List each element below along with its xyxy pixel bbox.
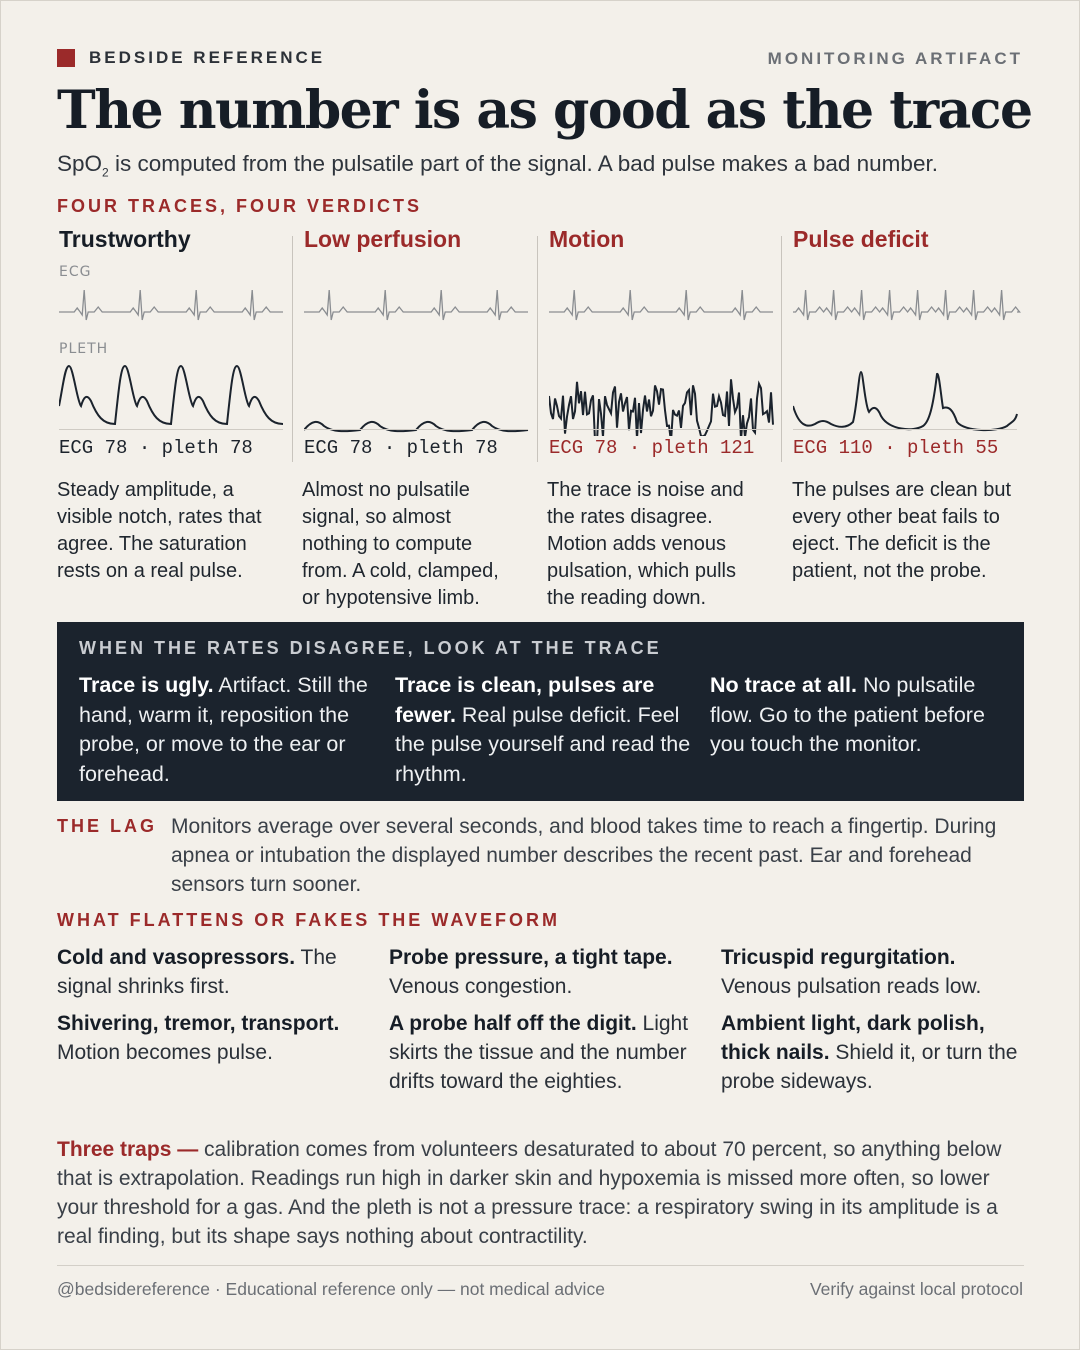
pleth-label: PLETH bbox=[59, 341, 109, 357]
ecg-trace bbox=[59, 290, 283, 320]
trace-graphic bbox=[793, 256, 1023, 436]
flattens-title: WHAT FLATTENS OR FAKES THE WAVEFORM bbox=[57, 910, 560, 930]
column-divider bbox=[781, 236, 782, 462]
pleth-trace bbox=[793, 372, 1017, 430]
disagree-text: No pulsatile flow. Go to the patient before you touch the monitor. bbox=[710, 673, 985, 756]
flattens-lead: Tricuspid regurgitation. bbox=[721, 946, 956, 969]
subtitle bbox=[57, 151, 938, 180]
disagree-item bbox=[395, 671, 695, 789]
column-divider bbox=[537, 236, 538, 462]
trace-graphic bbox=[549, 256, 777, 436]
rate-readout: ECG 78 · pleth 78 bbox=[59, 437, 253, 459]
flattens-text: Shield it, or turn the probe sideways. bbox=[721, 1041, 1018, 1093]
readout-rule bbox=[59, 429, 283, 430]
trace-title: Low perfusion bbox=[304, 226, 462, 252]
trace-description: The trace is noise and the rates disagree. Motion adds venous pulsation, which pulls the reading down. bbox=[547, 479, 744, 609]
flattens-lead: Probe pressure, a tight tape. bbox=[389, 946, 673, 969]
flattens-lead: Shivering, tremor, transport. bbox=[57, 1012, 340, 1035]
readout-rule bbox=[793, 429, 1017, 430]
readout-rule bbox=[549, 429, 773, 430]
trace-title: Trustworthy bbox=[59, 226, 191, 252]
ecg-trace bbox=[304, 290, 528, 320]
rate-readout: ECG 78 · pleth 121 bbox=[549, 437, 755, 459]
flattens-item bbox=[389, 943, 694, 1001]
flattens-text: Motion becomes pulse. bbox=[57, 1041, 273, 1064]
traps-paragraph bbox=[57, 1135, 1025, 1251]
trace-column-pulse-deficit bbox=[793, 226, 1021, 436]
disagree-title: WHEN THE RATES DISAGREE, LOOK AT THE TRACE bbox=[79, 638, 662, 658]
footer-rule bbox=[57, 1265, 1024, 1266]
trace-column-low-perfusion bbox=[304, 226, 532, 436]
flattens-item bbox=[57, 943, 362, 1001]
flattens-text: Venous congestion. bbox=[389, 975, 573, 998]
trace-description: Almost no pulsatile signal, so almost nothing to compute from. A cold, clamped, or hypotensive limb. bbox=[302, 479, 499, 609]
trace-title: Motion bbox=[549, 226, 625, 252]
trace-graphic bbox=[304, 256, 532, 436]
rate-readout: ECG 110 · pleth 55 bbox=[793, 437, 999, 459]
flattens-text: Venous pulsation reads low. bbox=[721, 975, 982, 998]
traps-text: calibration comes from volunteers desaturated to about 70 percent, so anything below that is extrapolation. Readings run high in darker skin and hypoxemia is missed more often, so lower your threshold for a gas. And the pleth is not a pressure trace: a respiratory swing in its amplitude is a real finding, but its shape says nothing about contractility. bbox=[57, 1138, 1002, 1248]
trace-column-motion bbox=[549, 226, 777, 436]
ecg-trace bbox=[549, 290, 773, 320]
trace-description: Steady amplitude, a visible notch, rates that agree. The saturation rests on a real pulse. bbox=[57, 479, 262, 582]
flattens-text: Light skirts the tissue and the number drifts toward the eighties. bbox=[389, 1012, 689, 1093]
disagree-panel bbox=[57, 622, 1024, 801]
disagree-item bbox=[79, 671, 374, 789]
subtitle-spo: SpO bbox=[57, 151, 103, 176]
traces-section-title: FOUR TRACES, FOUR VERDICTS bbox=[57, 196, 423, 216]
column-divider bbox=[292, 236, 293, 462]
flattens-lead: A probe half off the digit. bbox=[389, 1012, 637, 1035]
flattens-lead: Cold and vasopressors. bbox=[57, 946, 296, 969]
traps-lead: Three traps — bbox=[57, 1138, 199, 1161]
kicker-square-icon bbox=[57, 49, 75, 67]
pleth-trace bbox=[549, 379, 773, 436]
kicker bbox=[57, 48, 325, 68]
footer-credit: @bedsidereference · Educational reference only — not medical advice bbox=[57, 1279, 605, 1299]
trace-column-trustworthy bbox=[59, 226, 287, 436]
trace-graphic bbox=[59, 256, 287, 436]
flattens-item bbox=[721, 1009, 1026, 1096]
readout-rule bbox=[304, 429, 528, 430]
disagree-lead: Trace is clean, pulses are fewer. bbox=[395, 673, 655, 727]
disagree-lead: Trace is ugly. bbox=[79, 673, 214, 697]
disagree-text: Real pulse deficit. Feel the pulse yourself and read the rhythm. bbox=[395, 702, 691, 786]
lag-label: THE LAG bbox=[57, 816, 157, 836]
flattens-text: The signal shrinks first. bbox=[57, 946, 337, 998]
kicker-text: BEDSIDE REFERENCE bbox=[89, 48, 326, 67]
flattens-item bbox=[57, 1009, 362, 1067]
flattens-lead: Ambient light, dark polish, thick nails. bbox=[721, 1012, 985, 1064]
disagree-lead: No trace at all. bbox=[710, 673, 857, 697]
lag-text: Monitors average over several seconds, and blood takes time to reach a fingertip. During apnea or intubation the displayed number describes the recent past. Ear and forehead sensors turn sooner. bbox=[171, 815, 997, 896]
flattens-item bbox=[389, 1009, 694, 1096]
ecg-label: ECG bbox=[59, 264, 92, 280]
rate-readout: ECG 78 · pleth 78 bbox=[304, 437, 498, 459]
subtitle-sub: 2 bbox=[102, 165, 109, 180]
trace-title: Pulse deficit bbox=[793, 226, 929, 252]
page-title: The number is as good as the trace bbox=[57, 80, 1032, 141]
footer-note: Verify against local protocol bbox=[809, 1279, 1023, 1299]
subtitle-text: is computed from the pulsatile part of the signal. A bad pulse makes a bad number. bbox=[108, 151, 938, 176]
trace-description: The pulses are clean but every other beat fails to eject. The deficit is the patient, not the probe. bbox=[792, 479, 1012, 582]
pleth-trace bbox=[59, 366, 283, 424]
flattens-item bbox=[721, 943, 1026, 1001]
ecg-trace bbox=[793, 290, 1020, 320]
topic-tag: MONITORING ARTIFACT bbox=[767, 49, 1023, 68]
disagree-text: Artifact. Still the hand, warm it, reposition the probe, or move to the ear or forehead. bbox=[79, 673, 368, 786]
disagree-item bbox=[710, 671, 1010, 760]
